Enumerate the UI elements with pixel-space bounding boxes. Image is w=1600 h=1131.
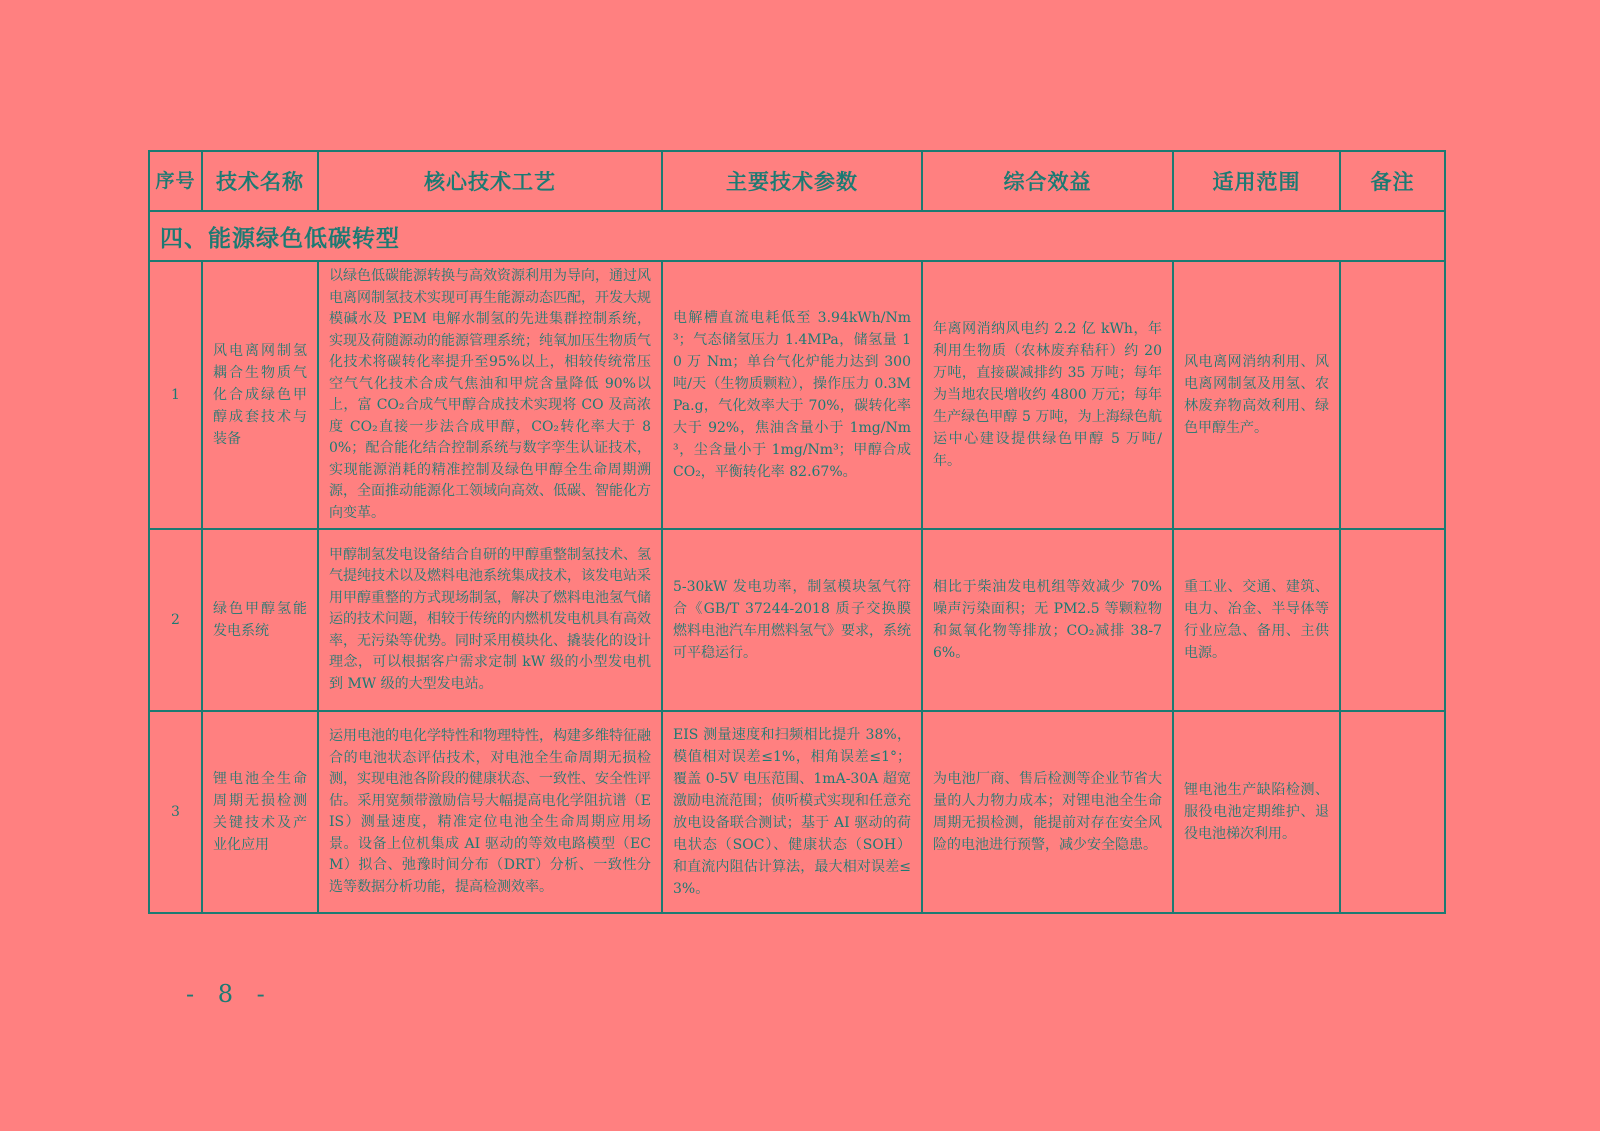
cell-process: 甲醇制氢发电设备结合自研的甲醇重整制氢技术、氢气提纯技术以及燃料电池系统集成技术，该发电站采用甲醇重整的方式现场制氢，解决了燃料电池氢气储运的技术问题，相较于传统的内燃机发电机具有高效率，无污染等优势。同时采用模块化、撬装化的设计理念，可以根据客户需求定制 kW 级的小型发电机到 MW 级的大型发电站。 — [318, 529, 662, 711]
cell-params: 电解槽直流电耗低至 3.94kWh/Nm³；气态储氢压力 1.4MPa，储氢量 10 万 Nm；单台气化炉能力达到 300 吨/天（生物质颗粒），操作压力 0.3MPa.g，气化效率大于 70%，碳转化率大于 92%，焦油含量小于 1mg/Nm³，尘含量小于 1mg/Nm³；甲醇合成CO₂，平衡转化率 82.67%。 — [662, 261, 922, 529]
header-name: 技术名称 — [202, 151, 318, 211]
technology-table — [148, 150, 1446, 914]
cell-name: 绿色甲醇氢能发电系统 — [202, 529, 318, 711]
cell-params: EIS 测量速度和扫频相比提升 38%，模值相对误差≤1%，相角误差≤1°；覆盖 0-5V 电压范围、1mA-30A 超宽激励电流范围；侦听模式实现和任意充放电设备联合测试；基于 AI 驱动的荷电状态（SOC）、健康状态（SOH）和直流内阻估计算法，最大相对误差≤3%。 — [662, 711, 922, 913]
cell-scope: 重工业、交通、建筑、电力、冶金、半导体等行业应急、备用、主供电源。 — [1173, 529, 1340, 711]
header-process: 核心技术工艺 — [318, 151, 662, 211]
cell-benefit: 年离网消纳风电约 2.2 亿 kWh，年利用生物质（农林废弃秸秆）约 20 万吨，直接碳减排约 35 万吨；每年为当地农民增收约 4800 万元；每年生产绿色甲醇 5 万吨，为上海绿色航运中心建设提供绿色甲醇 5 万吨/年。 — [922, 261, 1173, 529]
header-scope: 适用范围 — [1173, 151, 1340, 211]
cell-benefit: 相比于柴油发电机组等效减少 70%噪声污染面积；无 PM2.5 等颗粒物和氮氧化物等排放；CO₂减排 38-76%。 — [922, 529, 1173, 711]
cell-seq: 2 — [149, 529, 202, 711]
cell-note — [1340, 261, 1445, 529]
table-row — [149, 261, 1445, 529]
header-row — [149, 151, 1445, 211]
cell-process: 以绿色低碳能源转换与高效资源利用为导向，通过风电离网制氢技术实现可再生能源动态匹配，开发大规模碱水及 PEM 电解水制氢的先进集群控制系统，实现及荷随源动的能源管理系统；纯氧加压生物质气化技术将碳转化率提升至95%以上，相较传统常压空气气化技术合成气焦油和甲烷含量降低 90%以上，富 CO₂合成气甲醇合成技术实现将 CO 及高浓度 CO₂直接一步法合成甲醇，CO₂转化率大于 80%；配合能化结合控制系统与数字孪生认证技术，实现能源消耗的精准控制及绿色甲醇全生命周期溯源，全面推动能源化工领域向高效、低碳、智能化方向变革。 — [318, 261, 662, 529]
page-number: - 8 - — [186, 980, 273, 1008]
table-row — [149, 529, 1445, 711]
cell-scope: 锂电池生产缺陷检测、服役电池定期维护、退役电池梯次利用。 — [1173, 711, 1340, 913]
cell-process: 运用电池的电化学特性和物理特性，构建多维特征融合的电池状态评估技术，对电池全生命周期无损检测，实现电池各阶段的健康状态、一致性、安全性评估。采用宽频带激励信号大幅提高电化学阻抗谱（EIS）测量速度，精准定位电池全生命周期应用场景。设备上位机集成 AI 驱动的等效电路模型（ECM）拟合、弛豫时间分布（DRT）分析、一致性分选等数据分析功能，提高检测效率。 — [318, 711, 662, 913]
cell-seq: 1 — [149, 261, 202, 529]
header-params: 主要技术参数 — [662, 151, 922, 211]
cell-params: 5-30kW 发电功率，制氢模块氢气符合《GB/T 37244-2018 质子交换膜燃料电池汽车用燃料氢气》要求，系统可平稳运行。 — [662, 529, 922, 711]
section-row — [149, 211, 1445, 261]
cell-benefit: 为电池厂商、售后检测等企业节省大量的人力物力成本；对锂电池全生命周期无损检测，能提前对存在安全风险的电池进行预警，减少安全隐患。 — [922, 711, 1173, 913]
header-note: 备注 — [1340, 151, 1445, 211]
cell-scope: 风电离网消纳利用、风电离网制氢及用氢、农林废弃物高效利用、绿色甲醇生产。 — [1173, 261, 1340, 529]
cell-note — [1340, 711, 1445, 913]
header-seq: 序号 — [149, 151, 202, 211]
cell-seq: 3 — [149, 711, 202, 913]
header-benefit: 综合效益 — [922, 151, 1173, 211]
cell-name: 风电离网制氢耦合生物质气化合成绿色甲醇成套技术与装备 — [202, 261, 318, 529]
cell-name: 锂电池全生命周期无损检测关键技术及产业化应用 — [202, 711, 318, 913]
cell-note — [1340, 529, 1445, 711]
table-row — [149, 711, 1445, 913]
section-title: 四、能源绿色低碳转型 — [149, 211, 1445, 261]
